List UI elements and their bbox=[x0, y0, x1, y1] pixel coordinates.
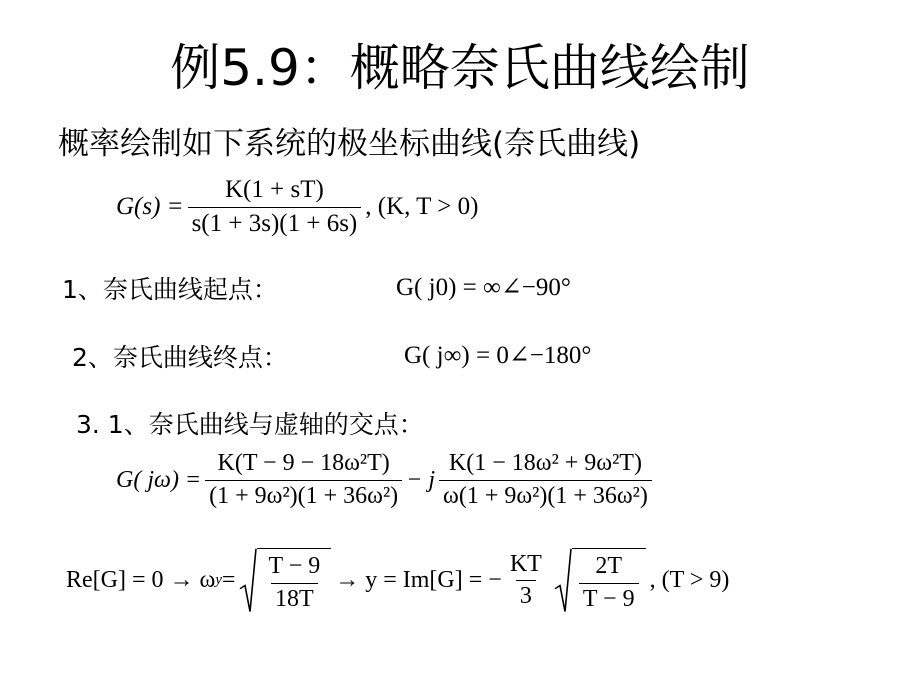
eq1-fraction bbox=[188, 176, 362, 239]
eq3-kt-numerator: KT bbox=[509, 550, 542, 577]
eq3-sqrt1-numerator: T − 9 bbox=[268, 553, 321, 579]
eq1-denominator: s(1 + 3s)(1 + 6s) bbox=[188, 207, 362, 239]
eq3-sqrt2-denominator: T − 9 bbox=[579, 583, 639, 614]
eq2-imag-denominator: ω(1 + 9ω²)(1 + 36ω²) bbox=[439, 480, 652, 511]
step1-formula: G( j0) = ∞∠−90° bbox=[396, 274, 571, 301]
eq3-equals: = bbox=[221, 567, 236, 594]
g-jw-equation bbox=[116, 450, 656, 510]
slide-subtitle: 概率绘制如下系统的极坐标曲线(奈氏曲线) bbox=[58, 126, 641, 162]
eq2-lhs: G( jω) = bbox=[116, 466, 202, 493]
eq3-kt-fraction bbox=[506, 551, 546, 611]
eq3-sqrt2-fraction bbox=[579, 553, 639, 613]
eq3-part1: Re[G] = 0 → ω bbox=[66, 567, 216, 594]
eq1-condition: , (K, T > 0) bbox=[365, 193, 479, 221]
step2-formula: G( j∞) = 0∠−180° bbox=[404, 342, 592, 369]
eq3-sqrt1-fraction bbox=[264, 553, 324, 613]
eq1-lhs: G(s) = bbox=[116, 193, 184, 221]
eq3-omega-subscript: y bbox=[215, 572, 222, 589]
eq3-sqrt1-denominator: 18T bbox=[271, 583, 318, 614]
transfer-function-equation bbox=[116, 176, 478, 239]
eq3-kt-denominator: 3 bbox=[516, 580, 536, 611]
imag-axis-intersection-equation bbox=[66, 548, 729, 613]
eq2-imag-fraction bbox=[439, 450, 652, 510]
step1-label: 1、奈氏曲线起点： bbox=[62, 275, 278, 304]
slide-title: 例5.9：概略奈氏曲线绘制 bbox=[170, 39, 750, 97]
eq2-real-numerator: K(T − 9 − 18ω²T) bbox=[217, 450, 390, 476]
eq3-condition: , (T > 9) bbox=[649, 567, 730, 594]
eq3-sqrt2-numerator: 2T bbox=[595, 553, 623, 579]
sqrt-radical-icon bbox=[554, 548, 572, 613]
eq3-sqrt-1 bbox=[239, 548, 331, 613]
eq2-real-fraction bbox=[205, 450, 402, 510]
eq3-sqrt-2 bbox=[554, 548, 646, 613]
eq3-part2: → y = Im[G] = − bbox=[335, 567, 502, 594]
step2-label: 2、奈氏曲线终点： bbox=[72, 343, 288, 372]
eq2-real-denominator: (1 + 9ω²)(1 + 36ω²) bbox=[205, 480, 402, 511]
eq1-numerator: K(1 + sT) bbox=[225, 176, 324, 203]
step3-label: 3. 1、奈氏曲线与虚轴的交点： bbox=[76, 410, 424, 439]
eq2-minus-j: − j bbox=[406, 466, 436, 493]
sqrt-radical-icon bbox=[239, 548, 257, 613]
eq2-imag-numerator: K(1 − 18ω² + 9ω²T) bbox=[448, 450, 642, 476]
